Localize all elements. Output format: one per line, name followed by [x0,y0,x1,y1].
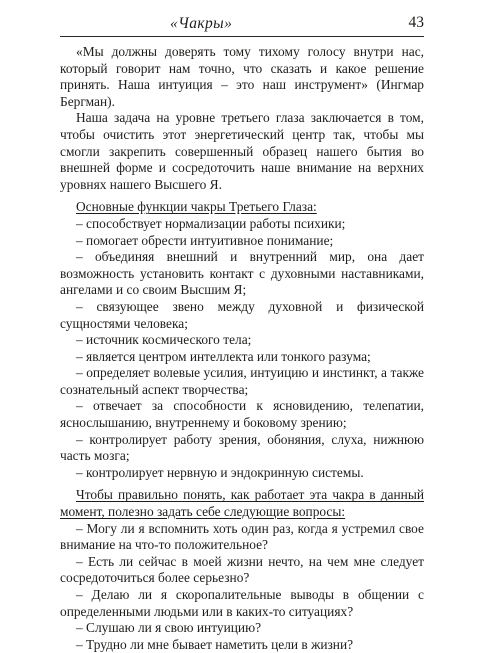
list-item: – объединяя внешний и внутренний мир, она дает возможность установить контакт с духовными наставниками, ангелами и со своим Высшим Я; [60,249,424,298]
list-item: – помогает обрести интуитивное понимание; [76,232,334,248]
list-item: – Трудно ли мне бывает наметить цели в жизни? [76,636,354,652]
list-item: – контролирует работу зрения, обоняния, слуха, нижнюю часть мозга; [60,431,424,464]
list-item: – способствует нормализации работы психики; [76,215,346,231]
list-item: – Слушаю ли я свою интуицию? [76,620,262,636]
body-paragraph: Наша задача на уровне третьего глаза заключается в том, чтобы очистить этот энергетический центр так, чтобы мы смогли закрепить совершенный образец нашего бытия во внешней форме и сосредоточить наше внимание на верхних уровнях нашего Высшего Я. [60,110,424,192]
questions-intro: Чтобы правильно понять, как работает эта чакра в данный момент, полезно задать себе следующие вопросы: [60,487,424,520]
list-item: – определяет волевые усилия, интуицию и инстинкт, а также сознательный аспект творчества; [60,365,424,397]
list-item: – Есть ли сейчас в моей жизни нечто, на чем мне следует сосредоточиться более серьезно? [60,553,424,586]
list-item: – Могу ли я вспомнить хоть один раз, когда я устремил свое внимание на что-то положительное? [60,520,424,553]
list-item: – является центром интеллекта или тонкого разума; [76,348,371,364]
list-item: – отвечает за способности к ясновидению, телепатии, яснослышанию, внутреннему и боковому зрению; [60,398,424,431]
running-title: «Чакры» [170,15,233,32]
page-header [60,14,424,37]
functions-list [60,216,424,482]
list-item: – связующее звено между духовной и физической сущностями человека; [60,298,424,331]
list-item: – источник космического тела; [76,332,252,348]
quote-paragraph: «Мы должны доверять тому тихому голосу внутри нас, который говорит нам точно, что сказать и какое решение принять. Наша интуиция – это наш инструмент» (Ингмар Бергман). [60,44,424,109]
page-number: 43 [408,14,424,31]
list-item: – контролирует нервную и эндокринную системы. [76,464,364,480]
functions-heading: Основные функции чакры Третьего Глаза: [76,199,317,215]
page-body [60,44,424,653]
questions-list [60,521,424,653]
list-item: – Делаю ли я скоропалительные выводы в общении с определенными людьми или в каких-то ситуациях? [60,587,424,619]
